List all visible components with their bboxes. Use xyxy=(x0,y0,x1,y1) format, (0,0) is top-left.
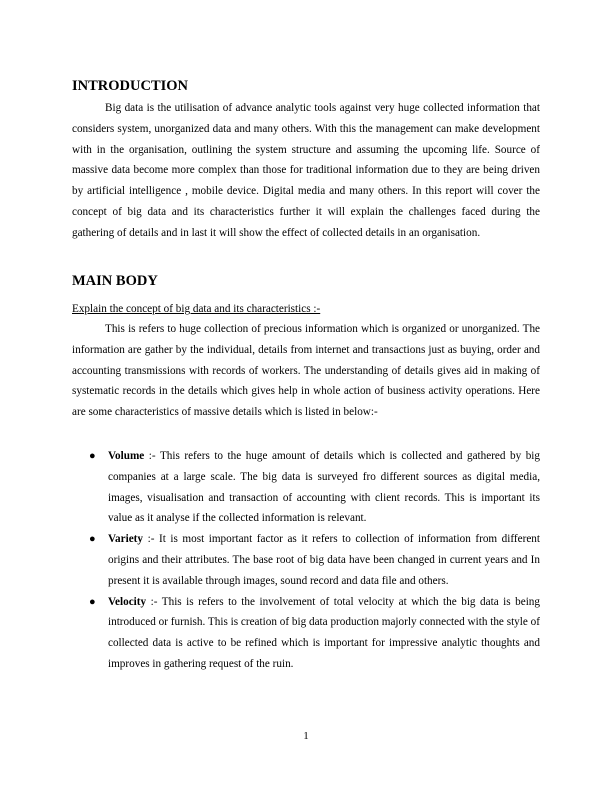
characteristics-list xyxy=(72,446,540,675)
bullet-icon: ● xyxy=(89,595,96,608)
list-item-text: This is refers to the involvement of total velocity at which the big data is being introduced or furnish. This is creation of big data production majorly connected with the style of collected data is active to be refined which is important for impressive analytic thoughts and improves in gathering request of the ruin. xyxy=(108,595,540,670)
list-item xyxy=(72,592,540,675)
list-item-term: Variety xyxy=(108,533,144,546)
list-item-text: It is most important factor as it refers to collection of information from different origins and their attributes. The base root of big data have been changed in current years and In present it is available through images, sound record and data file and others. xyxy=(108,533,540,587)
list-item-separator: :- xyxy=(144,450,160,462)
introduction-heading: INTRODUCTION xyxy=(72,78,189,94)
main-body-heading: MAIN BODY xyxy=(72,273,158,289)
list-item xyxy=(72,446,540,529)
list-item-term: Velocity xyxy=(108,595,147,608)
page-number: 1 xyxy=(303,730,309,742)
concept-subheading: Explain the concept of big data and its characteristics :- xyxy=(72,303,321,315)
list-item-text: This refers to the huge amount of details which is collected and gathered by big companies at a large scale. The big data is surveyed fro different sources as digital media, images, visualisation and transaction of accounting with client records. This is important its value as it analyse if the collected information is relevant. xyxy=(108,450,541,525)
list-item xyxy=(72,529,540,591)
bullet-icon: ● xyxy=(89,450,96,462)
bullet-icon: ● xyxy=(89,533,96,546)
main-body-paragraph: This is refers to huge collection of precious information which is organized or unorganized. The information are gather by the individual, details from internet and transactions just as buying, order and accounting transmissions with records of workers. The understanding of details gives aid in making of systematic records in the details which gives help in whole action of business activity operations. Here are some characteristics of massive details which is listed in below:- xyxy=(72,323,540,419)
list-item-term: Volume xyxy=(108,450,145,462)
list-item-separator: :- xyxy=(143,533,159,546)
list-item-separator: :- xyxy=(146,595,162,608)
introduction-paragraph: Big data is the utilisation of advance analytic tools against very huge collected information that considers system, unorganized data and many others. With this the management can make development with in the organisation, outlining the system structure and assuming the upcoming life. Source of massive data become more complex than those for traditional information due to they are being driven by artificial intelligence , mobile device. Digital media and many others. In this report will cover the concept of big data and its characteristics further it will explain the challenges faced during the gathering of details and in last it will show the effect of collected details in an organisation. xyxy=(72,102,540,239)
